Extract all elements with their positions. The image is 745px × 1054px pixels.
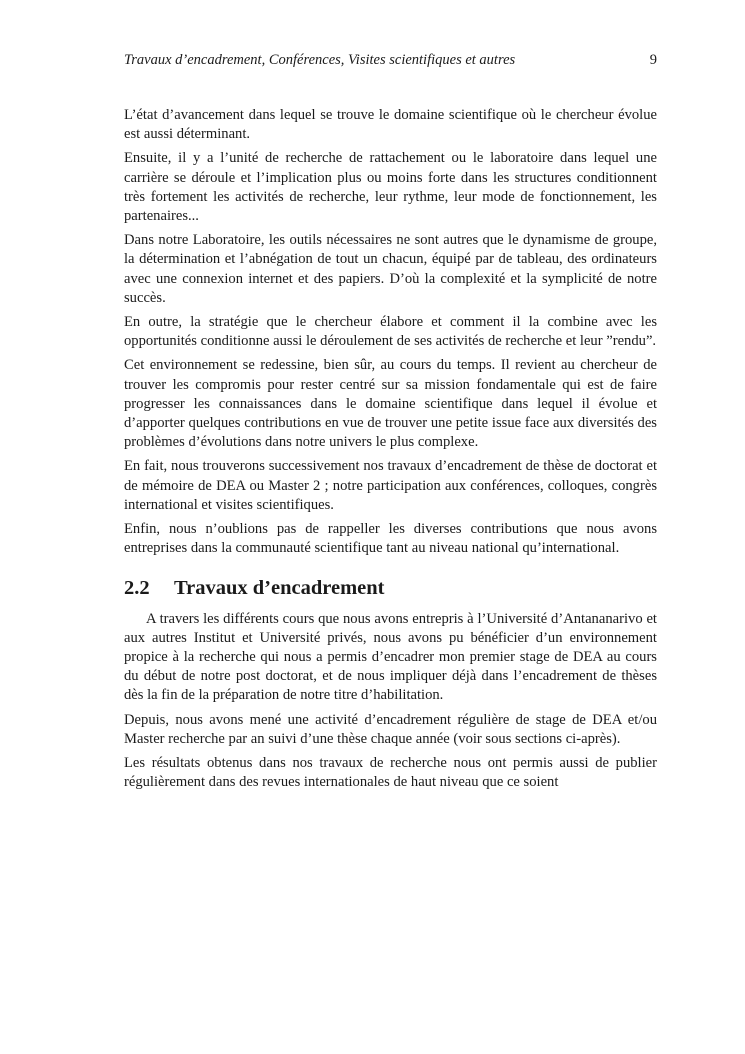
paragraph: Cet environnement se redessine, bien sûr, au cours du temps. Il revient au chercheur de trouver les compromis pour rester centré sur sa mission fondamentale qui est de faire progresser les connaissances dans le domaine scientifique dans lequel il évolue et d’apporter quelques contributions en vue de trouver une petite issue face aux diversités des problèmes d’évolutions dans notre univers le plus complexe. [124, 357, 657, 451]
paragraph: En outre, la stratégie que le chercheur élabore et comment il la combine avec les opportunités conditionne aussi le déroulement de ses activités de recherche et leur ”rendu”. [124, 314, 657, 350]
body-text [124, 106, 657, 793]
section-number: 2.2 [124, 577, 150, 600]
document-page [124, 52, 657, 798]
section-title: Travaux d’encadrement [174, 577, 385, 600]
section-heading [124, 579, 657, 598]
running-title: Travaux d’encadrement, Conférences, Visites scientifiques et autres [124, 52, 516, 68]
paragraph: Enfin, nous n’oublions pas de rappeller les diverses contributions que nous avons entreprises dans la communauté scientifique tant au niveau national qu’international. [124, 521, 657, 557]
paragraph: Dans notre Laboratoire, les outils nécessaires ne sont autres que le dynamisme de groupe, la détermination et l’abnégation de tout un chacun, équipé par de tableau, des ordinateurs avec une connexion internet et des papiers. D’où la complexité et la symplicité de notre succès. [124, 232, 657, 306]
running-header [124, 52, 657, 76]
paragraph: Depuis, nous avons mené une activité d’encadrement régulière de stage de DEA et/ou Master recherche par an suivi d’une thèse chaque année (voir sous sections ci-après). [124, 711, 657, 747]
paragraph: En fait, nous trouverons successivement nos travaux d’encadrement de thèse de doctorat et de mémoire de DEA ou Master 2 ; notre participation aux conférences, colloques, congrès international et visites scientifiques. [124, 458, 657, 513]
paragraph: L’état d’avancement dans lequel se trouve le domaine scientifique où le chercheur évolue est aussi déterminant. [124, 107, 657, 143]
paragraph: A travers les différents cours que nous avons entrepris à l’Université d’Antananarivo et aux autres Institut et Université privés, nous avons pu bénéficier d’un environnement propice à la recherche qui nous a permis d’encadrer mon premier stage de DEA au cours du début de notre post doctorat, et de nous impliquer déjà dans l’encadrement de thèses dès la fin de la préparation de notre titre d’habilitation. [124, 610, 657, 704]
paragraph: Ensuite, il y a l’unité de recherche de rattachement ou le laboratoire dans lequel une carrière se déroule et l’implication plus ou moins forte dans les structures conditionnent très fortement les activités de recherche, leur rythme, leur mode de fonctionnement, les partenaires... [124, 150, 657, 225]
page-number: 9 [649, 52, 657, 68]
paragraph: Les résultats obtenus dans nos travaux de recherche nous ont permis aussi de publier régulièrement dans des revues internationales de haut niveau que ce soient [124, 755, 657, 791]
